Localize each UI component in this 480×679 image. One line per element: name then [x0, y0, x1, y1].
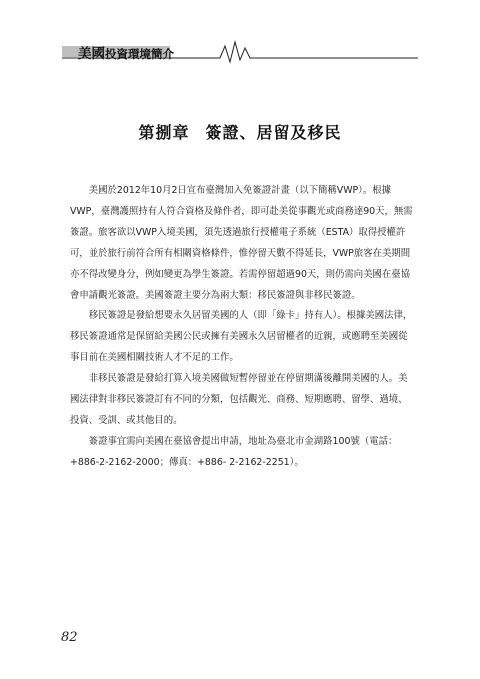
paragraph-nonimmigrant-visa: 非移民簽證是發給打算入境美國做短暫停留並在停留期滿後離開美國的人。美國法律對非移民簽證訂有不同的分類，包括觀光、商務、短期應聘、留學、過境、投資、受訓、或其他目的。: [70, 373, 408, 426]
header-title: [78, 42, 174, 62]
chapter-number: 第捌章: [138, 123, 190, 142]
paragraph-vwp: 美國於2012年10月2日宣布臺灣加入免簽證計畫（以下簡稱VWP）。根據VWP，臺灣護照持有人符合資格及條件者，即可赴美從事觀光或商務達90天，無需簽證。旅客欲以VWP入境美國，須先透過旅行授權電子系統（ESTA）取得授權許可，並於旅行前符合所有相關資格條件，惟停留天數不得延長，VWP旅客在美期間亦不得改變身分，例如變更為學生簽證。若需停留超過90天，則仍需向美國在臺協會申請觀光簽證。美國簽證主要分為兩大類：移民簽證與非移民簽證。: [70, 185, 413, 301]
body-text: [70, 181, 416, 474]
paragraph-application: 簽證事宜需向美國在臺協會提出申請，地址為臺北市金湖路100號（電話：+886-2-2162-2000；傳真：+886- 2-2162-2251）。: [70, 435, 398, 468]
chapter-name: 簽證、居留及移民: [205, 123, 342, 142]
page-number: 82: [61, 630, 78, 645]
running-header: [62, 34, 418, 64]
chapter-title: [0, 120, 480, 143]
paragraph-immigrant-visa: 移民簽證是發給想要永久居留美國的人（即「綠卡」持有人）。根據美國法律，移民簽證通常是保留給美國公民或擁有美國永久居留權者的近親，或應聘至美國從事目前在美國相關技術人才不足的工作。: [70, 310, 413, 364]
header-title-main: 美國: [78, 46, 105, 62]
header-title-rest: 投資環境簡介: [105, 47, 174, 61]
